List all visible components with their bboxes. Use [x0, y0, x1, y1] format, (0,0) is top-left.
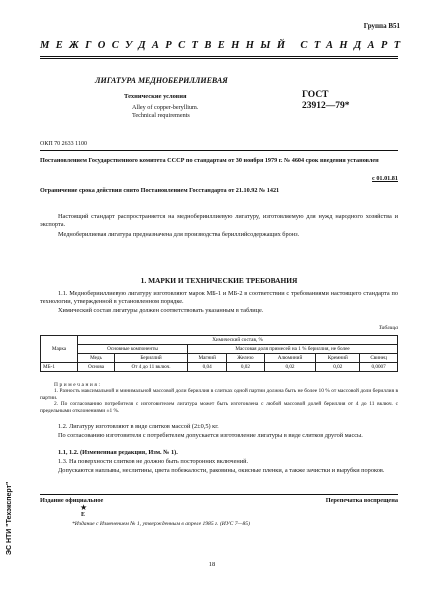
- side-watermark: ЭС НТИ "Техэксперт": [6, 481, 13, 555]
- cell-mark: МБ-1: [41, 363, 78, 372]
- cell-aluminium: 0,02: [264, 363, 316, 372]
- reprint-prohibited-label: Перепечатка воспрещена: [325, 497, 398, 504]
- header-mark: Марка: [41, 336, 78, 363]
- intro-paragraph-2: Медноберилиевая лигатура предназначена для производства бериллийсодержащих бронз.: [58, 231, 300, 238]
- gost-label: ГОСТ: [302, 90, 329, 100]
- paragraph-1-2-mass: По согласованию изготовителя с потребителем допускается изготовление лигатуры в виде слитков другой массы.: [58, 432, 363, 439]
- okp-rule: [40, 150, 398, 151]
- note-2: 2. По согласованию потребителя с изготовителем лигатура может быть изготовлена с любой массовой долей бериллия от 4 до 11 включ. с предельными отклонениями ±1 %.: [40, 401, 398, 414]
- banner-rule-top: [40, 56, 398, 57]
- notes-heading: Примечания:: [54, 382, 102, 388]
- header-lead: Свинец: [360, 354, 398, 363]
- edition-footnote: *Издание с Изменением № 1, утвержденным в апреле 1985 г. (ИУС 7—85): [72, 521, 250, 527]
- standard-banner: МЕЖГОСУДАРСТВЕННЫЙ СТАНДАРТ: [40, 40, 407, 51]
- table-caption: Таблица: [378, 325, 398, 331]
- paragraph-1-2: 1.2. Лигатуру изготовляют в виде слитков массой (2±0,5) кг.: [58, 423, 219, 430]
- header-beryllium: Бериллий: [115, 354, 188, 363]
- cell-copper: Основа: [78, 363, 115, 372]
- document-title: ЛИГАТУРА МЕДНОБЕРИЛЛИЕВАЯ: [95, 76, 228, 85]
- cell-silicon: 0,02: [316, 363, 360, 372]
- header-main-components: Основные компоненты: [78, 345, 188, 354]
- page-number: 18: [208, 561, 216, 568]
- paragraph-1-3: 1.3. На поверхности слитков не должно быть посторонних включений.: [58, 458, 249, 465]
- gost-designation: [302, 90, 350, 112]
- group-code: Группа В51: [363, 22, 400, 30]
- header-iron: Железо: [227, 354, 264, 363]
- amendment-note: 1.1, 1.2. (Измененная редакция, Изм. № 1).: [58, 449, 178, 456]
- header-magnesium: Магний: [188, 354, 227, 363]
- effective-date: с 01.01.81: [372, 175, 398, 182]
- decree-text: Постановлением Государственного комитета СССР по стандартам от 30 ноября 1979 г. № 4604 срок введения установлен: [40, 157, 379, 164]
- cell-lead: 0,0007: [360, 363, 398, 372]
- gost-number: 23912—79*: [302, 101, 350, 111]
- cell-iron: 0,02: [227, 363, 264, 372]
- header-aluminium: Алюминий: [264, 354, 316, 363]
- header-silicon: Кремний: [316, 354, 360, 363]
- intro-paragraph-1: Настоящий стандарт распространяется на медноберииллиевую лигатуру, изготовляемую для нужд народного хозяйства и экспорта.: [40, 213, 398, 228]
- paragraph-1-3-defects: Допускаются наплывы, неслитины, цвета побежалости, раковины, окисные пленки, а также зачистки и вырубки пороков.: [58, 467, 385, 474]
- table-notes: [40, 382, 398, 414]
- english-title: [132, 104, 198, 120]
- table-header-row: [41, 336, 398, 345]
- english-title-line2: Technical requirements: [132, 112, 190, 119]
- table-subheader-row: [41, 345, 398, 354]
- official-edition-label: Издание официальное: [40, 497, 104, 504]
- chemical-composition-paragraph: Химический состав лигатуры должен соответствовать указанным в таблице.: [58, 307, 264, 314]
- cell-beryllium: От 4 до 11 включ.: [115, 363, 188, 372]
- header-chemical-composition: Химический состав, %: [78, 336, 398, 345]
- mark-e: Е: [81, 512, 86, 518]
- table-row: [41, 363, 398, 372]
- okp-code: ОКП 70 2633 1100: [40, 141, 87, 147]
- validity-note: Ограничение срока действия снято Постановлением Госстандарта от 21.10.92 № 1421: [40, 187, 280, 194]
- cell-magnesium: 0,04: [188, 363, 227, 372]
- paragraph-1-1: 1.1. Медноберииллиевую лигатуру изготовляют марок МБ-1 и МБ-2 в соответствии с требованиями настоящего стандарта по технологии, утвержденной в установленном порядке.: [40, 290, 398, 305]
- table-element-row: [41, 354, 398, 363]
- star-icon: ★: [80, 503, 88, 512]
- banner-rule-bottom: [40, 58, 398, 59]
- composition-table: [40, 335, 398, 372]
- footer-rule: [40, 494, 398, 495]
- document-subtitle: Технические условия: [124, 93, 187, 100]
- english-title-line1: Alley of copper-beryllium.: [132, 104, 199, 111]
- header-copper: Медь: [78, 354, 115, 363]
- note-1: 1. Разность максимальной и минимальной массовой доли бериллия в слитках одной партии должна быть не более 10 % от массовой доли бериллия в партии.: [40, 388, 398, 401]
- header-impurities: Массовая доля примесей на 1 % бериллия, не более: [188, 345, 398, 354]
- section-1-heading: 1. МАРКИ И ТЕХНИЧЕСКИЕ ТРЕБОВАНИЯ: [140, 276, 298, 285]
